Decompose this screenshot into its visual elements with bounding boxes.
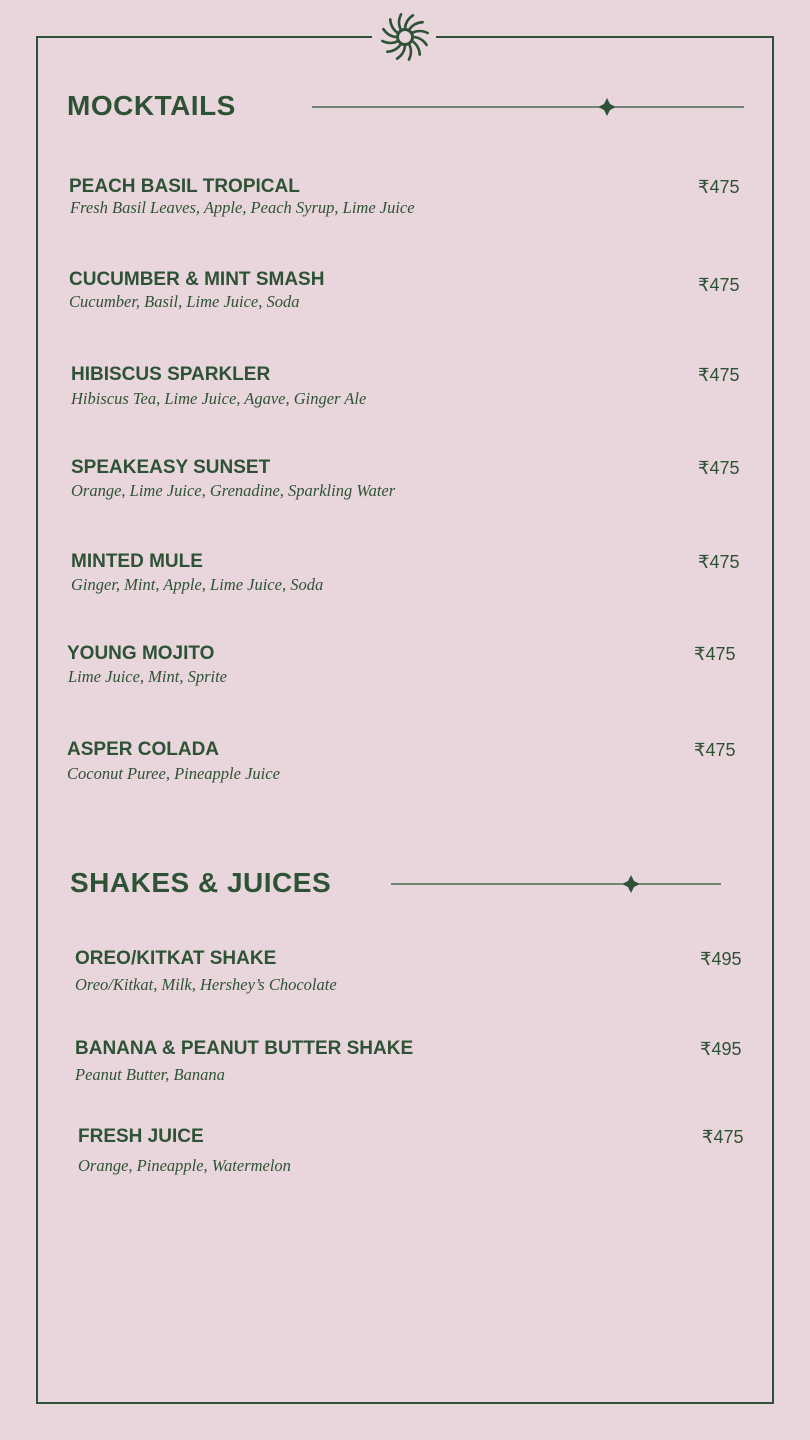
logo-ray bbox=[409, 45, 411, 60]
menu-item-description: Peanut Butter, Banana bbox=[75, 1065, 225, 1084]
menu-item-description: Lime Juice, Mint, Sprite bbox=[68, 667, 228, 686]
diamond-star-icon bbox=[598, 98, 616, 116]
menu-item-description: Cucumber, Basil, Lime Juice, Soda bbox=[69, 292, 300, 311]
menu-item-price: ₹475 bbox=[694, 740, 736, 760]
menu-item-description: Orange, Lime Juice, Grenadine, Sparkling Water bbox=[71, 481, 396, 500]
menu-item-price: ₹475 bbox=[698, 365, 740, 385]
menu-item-price: ₹475 bbox=[698, 177, 740, 197]
menu-item-name: MINTED MULE bbox=[71, 551, 203, 572]
menu-item-name: FRESH JUICE bbox=[78, 1126, 204, 1147]
menu-item-description: Coconut Puree, Pineapple Juice bbox=[67, 764, 280, 783]
menu-item-name: ASPER COLADA bbox=[67, 739, 220, 760]
menu-item-price: ₹475 bbox=[698, 275, 740, 295]
menu-item-description: Oreo/Kitkat, Milk, Hershey’s Chocolate bbox=[75, 975, 337, 994]
logo-ray bbox=[390, 19, 397, 32]
logo-ray bbox=[382, 41, 397, 43]
menu-item-price: ₹495 bbox=[700, 949, 742, 969]
logo-ray bbox=[399, 14, 401, 29]
section-title-shakes-juices: SHAKES & JUICES bbox=[70, 867, 332, 898]
section-divider bbox=[391, 875, 721, 893]
menu-item-description: Hibiscus Tea, Lime Juice, Agave, Ginger Ale bbox=[71, 389, 367, 408]
menu-item-name: CUCUMBER & MINT SMASH bbox=[69, 269, 325, 290]
menu-item-description: Fresh Basil Leaves, Apple, Peach Syrup, Lime Juice bbox=[70, 198, 415, 217]
menu-item-name: HIBISCUS SPARKLER bbox=[71, 364, 271, 385]
logo-ray bbox=[413, 42, 420, 55]
logo-ray bbox=[410, 22, 423, 29]
section-divider bbox=[312, 98, 744, 116]
menu-item-price: ₹475 bbox=[698, 552, 740, 572]
menu-item-name: PEACH BASIL TROPICAL bbox=[69, 176, 300, 197]
menu-item-description: Orange, Pineapple, Watermelon bbox=[78, 1156, 291, 1175]
menu-item-name: SPEAKEASY SUNSET bbox=[71, 457, 271, 478]
menu-item-description: Ginger, Mint, Apple, Lime Juice, Soda bbox=[71, 575, 324, 594]
logo-ray bbox=[413, 31, 428, 33]
menu-item-price: ₹475 bbox=[698, 458, 740, 478]
menu-item-name: BANANA & PEANUT BUTTER SHAKE bbox=[75, 1038, 414, 1059]
menu-item-price: ₹475 bbox=[702, 1127, 744, 1147]
diamond-star-icon bbox=[622, 875, 640, 893]
menu-item-name: OREO/KITKAT SHAKE bbox=[75, 948, 277, 969]
swirl-sun-logo-icon bbox=[380, 12, 430, 62]
section-title-mocktails: MOCKTAILS bbox=[67, 90, 236, 121]
menu-item-price: ₹495 bbox=[700, 1039, 742, 1059]
menu-frame bbox=[36, 36, 774, 1404]
logo-ray bbox=[387, 45, 400, 52]
menu-item-price: ₹475 bbox=[694, 644, 736, 664]
menu-item-name: YOUNG MOJITO bbox=[67, 643, 215, 664]
